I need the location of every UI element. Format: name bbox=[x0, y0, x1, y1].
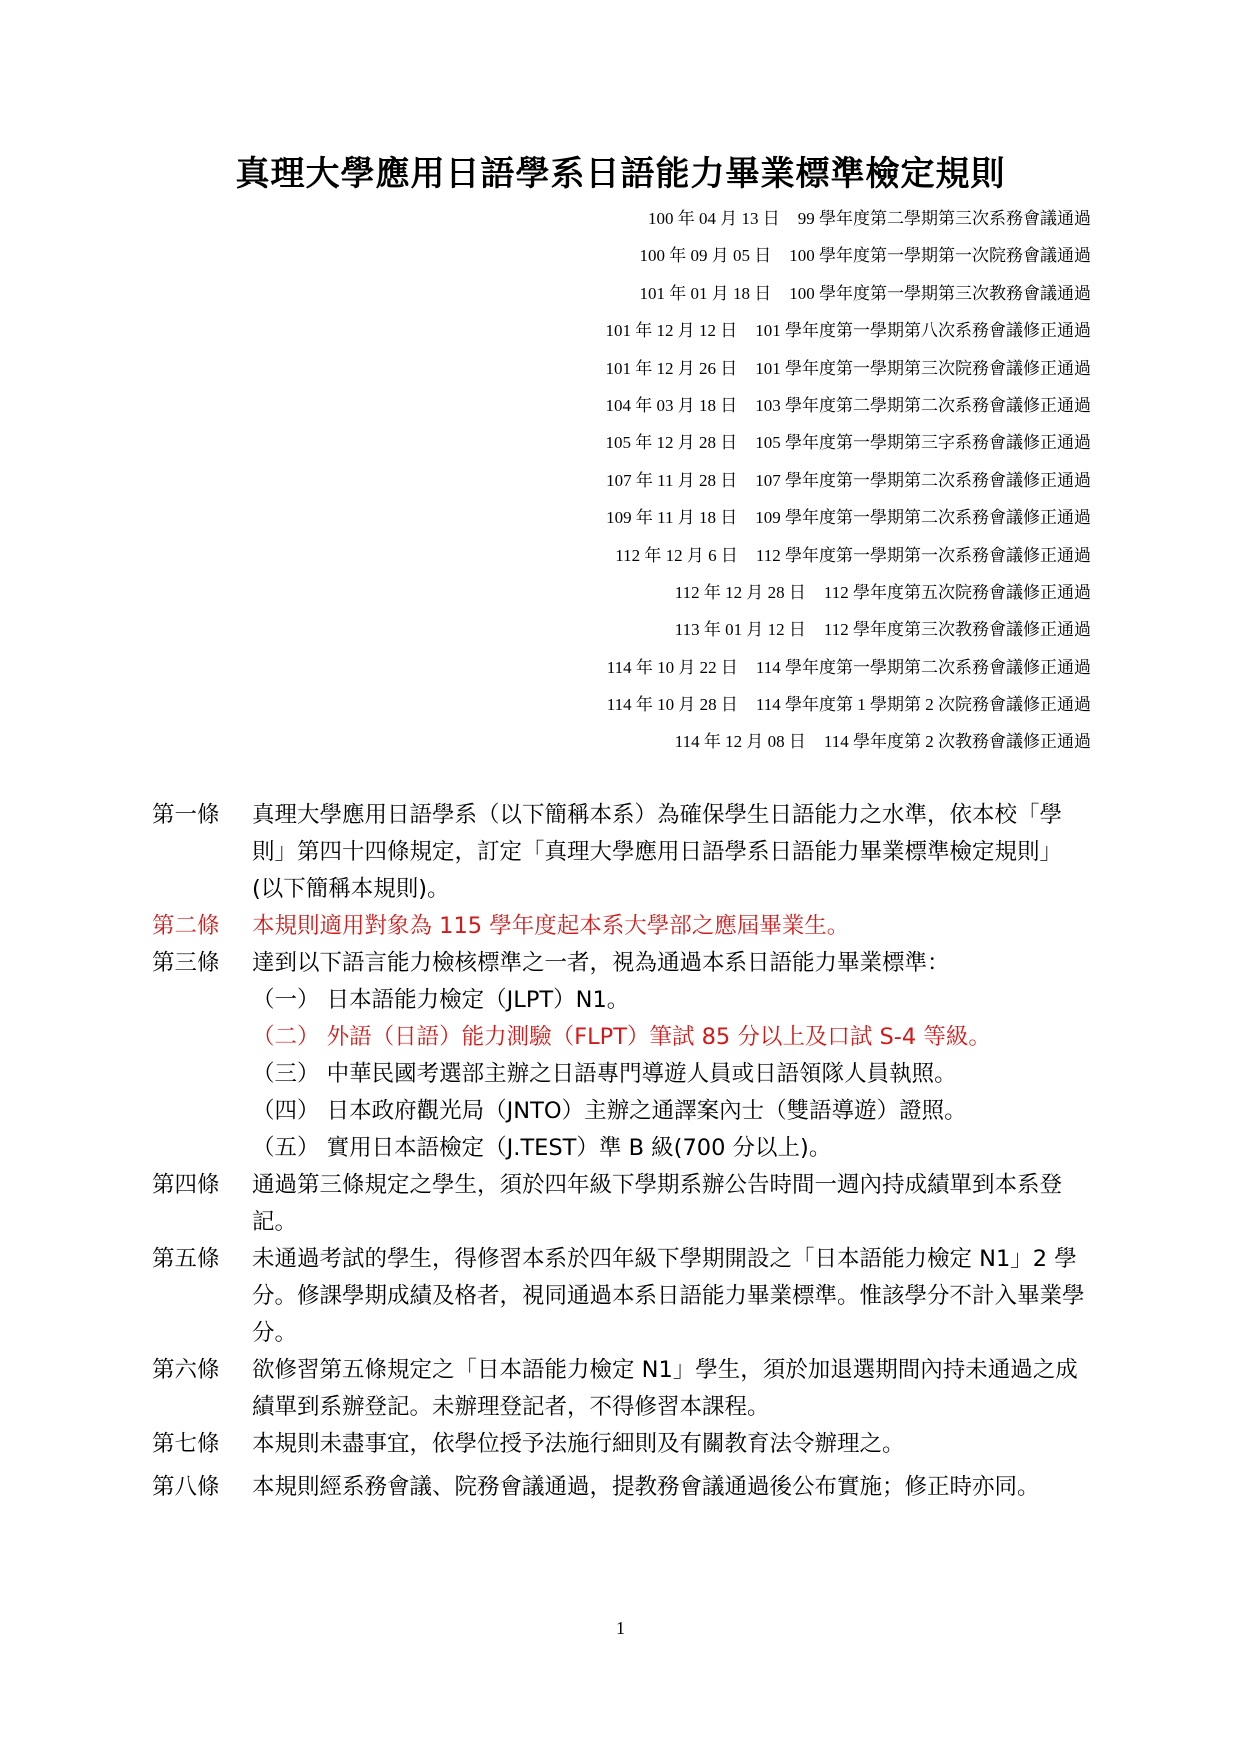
history-desc: 109 學年度第一學期第二次系務會議修正通過 bbox=[755, 508, 1091, 528]
history-row bbox=[606, 574, 1092, 611]
history-date: 101 年 01 月 18 日 bbox=[639, 283, 772, 303]
history-date: 109 年 11 月 18 日 bbox=[606, 508, 738, 528]
history-row bbox=[606, 350, 1092, 387]
article-text: 本規則經系務會議、院務會議通過，提教務會議通過後公布實施；修正時亦同。 bbox=[252, 1474, 1040, 1500]
article-3-item-2: （二） 外語（日語）能力測驗（FLPT）筆試 85 分以上及口試 S-4 等級。 bbox=[252, 1024, 991, 1050]
history-row bbox=[606, 237, 1092, 274]
article-text: 通過第三條規定之學生，須於四年級下學期系辦公告時間一週內持成績單到本系登記。 bbox=[252, 1172, 1063, 1235]
history-date: 104 年 03 月 18 日 bbox=[605, 395, 738, 415]
article-text: 本規則適用對象為 115 學年度起本系大學部之應屆畢業生。 bbox=[252, 913, 850, 939]
article-number: 第三條 bbox=[152, 950, 220, 976]
article-4 bbox=[152, 1167, 1092, 1241]
history-date: 113 年 01 月 12 日 bbox=[674, 620, 806, 640]
document-title: 真理大學應用日語學系日語能力畢業標準檢定規則 bbox=[235, 154, 1006, 194]
history-desc: 114 學年度第一學期第二次系務會議修正通過 bbox=[755, 657, 1091, 677]
history-desc: 99 學年度第二學期第三次系務會議通過 bbox=[797, 209, 1091, 228]
history-desc: 107 學年度第一學期第二次系務會議修正通過 bbox=[755, 470, 1091, 490]
history-row bbox=[606, 649, 1092, 686]
article-text: 本規則未盡事宜，依學位授予法施行細則及有關教育法令辦理之。 bbox=[252, 1431, 905, 1457]
revision-history bbox=[606, 200, 1092, 761]
history-desc: 112 學年度第五次院務會議修正通過 bbox=[823, 582, 1091, 602]
history-row bbox=[606, 499, 1092, 536]
history-date: 114 年 10 月 28 日 bbox=[606, 695, 738, 715]
history-desc: 114 學年度第 2 次教務會議修正通過 bbox=[823, 732, 1091, 752]
history-date: 101 年 12 月 12 日 bbox=[605, 321, 738, 341]
history-date: 101 年 12 月 26 日 bbox=[605, 358, 738, 378]
history-date: 105 年 12 月 28 日 bbox=[605, 433, 738, 453]
history-desc: 101 學年度第一學期第八次系務會議修正通過 bbox=[755, 321, 1091, 341]
article-7 bbox=[152, 1426, 1092, 1463]
article-number: 第四條 bbox=[152, 1172, 220, 1198]
history-date: 112 年 12 月 28 日 bbox=[674, 582, 806, 602]
article-number: 第一條 bbox=[152, 802, 220, 828]
history-row bbox=[606, 611, 1092, 648]
history-date: 112 年 12 月 6 日 bbox=[615, 545, 738, 565]
history-desc: 112 學年度第一學期第一次系務會議修正通過 bbox=[755, 545, 1091, 565]
article-3-item-5: （五） 實用日本語檢定（J.TEST）準 B 級(700 分以上)。 bbox=[252, 1135, 832, 1161]
history-desc: 100 學年度第一學期第三次教務會議通過 bbox=[789, 283, 1091, 303]
history-desc: 103 學年度第二學期第二次系務會議修正通過 bbox=[755, 395, 1091, 415]
history-row bbox=[606, 275, 1092, 312]
history-row bbox=[606, 312, 1092, 349]
history-date: 100 年 09 月 05 日 bbox=[639, 246, 772, 266]
history-desc: 101 學年度第一學期第三次院務會議修正通過 bbox=[755, 358, 1091, 378]
articles bbox=[152, 797, 1092, 1511]
article-number: 第六條 bbox=[152, 1357, 220, 1383]
history-date: 100 年 04 月 13 日 bbox=[648, 209, 780, 228]
history-row bbox=[606, 723, 1092, 760]
article-number: 第七條 bbox=[152, 1431, 220, 1457]
history-desc: 112 學年度第三次教務會議修正通過 bbox=[823, 620, 1091, 640]
history-date: 114 年 12 月 08 日 bbox=[674, 732, 806, 752]
page-number: 1 bbox=[616, 1618, 625, 1638]
history-row bbox=[606, 686, 1092, 723]
article-text: 真理大學應用日語學系（以下簡稱本系）為確保學生日語能力之水準，依本校「學則」第四十四條規定，訂定「真理大學應用日語學系日語能力畢業標準檢定規則」(以下簡稱本規則)。 bbox=[252, 802, 1063, 902]
article-6 bbox=[152, 1352, 1092, 1426]
article-number: 第二條 bbox=[152, 913, 220, 939]
history-row bbox=[606, 200, 1092, 237]
history-date: 114 年 10 月 22 日 bbox=[606, 657, 738, 677]
article-8 bbox=[152, 1463, 1092, 1511]
article-3-item-4: （四） 日本政府觀光局（JNTO）主辦之通譯案內士（雙語導遊）證照。 bbox=[252, 1098, 967, 1124]
history-desc: 114 學年度第 1 學期第 2 次院務會議修正通過 bbox=[755, 695, 1091, 715]
article-text: 欲修習第五條規定之「日本語能力檢定 N1」學生，須於加退選期間內持未通過之成績單到系辦登記。未辦理登記者，不得修習本課程。 bbox=[252, 1357, 1078, 1420]
article-3-item-1: （一） 日本語能力檢定（JLPT）N1。 bbox=[252, 987, 630, 1013]
article-text: 未通過考試的學生，得修習本系於四年級下學期開設之「日本語能力檢定 N1」2 學分。修課學期成績及格者，視同通過本系日語能力畢業標準。惟該學分不計入畢業學分。 bbox=[252, 1246, 1085, 1346]
article-text: 達到以下語言能力檢核標準之一者，視為通過本系日語能力畢業標準： bbox=[252, 950, 950, 976]
history-row bbox=[606, 387, 1092, 424]
history-desc: 105 學年度第一學期第三字系務會議修正通過 bbox=[755, 433, 1091, 453]
history-row bbox=[606, 537, 1092, 574]
article-5 bbox=[152, 1241, 1092, 1352]
article-1 bbox=[152, 797, 1092, 908]
history-date: 107 年 11 月 28 日 bbox=[606, 470, 738, 490]
article-3-item-3: （三） 中華民國考選部主辦之日語專門導遊人員或日語領隊人員執照。 bbox=[252, 1061, 957, 1087]
history-desc: 100 學年度第一學期第一次院務會議通過 bbox=[789, 246, 1091, 266]
history-row bbox=[606, 424, 1092, 461]
history-row bbox=[606, 462, 1092, 499]
article-2 bbox=[152, 908, 1092, 945]
article-number: 第八條 bbox=[152, 1474, 220, 1500]
article-number: 第五條 bbox=[152, 1246, 220, 1272]
article-3 bbox=[152, 945, 1092, 982]
